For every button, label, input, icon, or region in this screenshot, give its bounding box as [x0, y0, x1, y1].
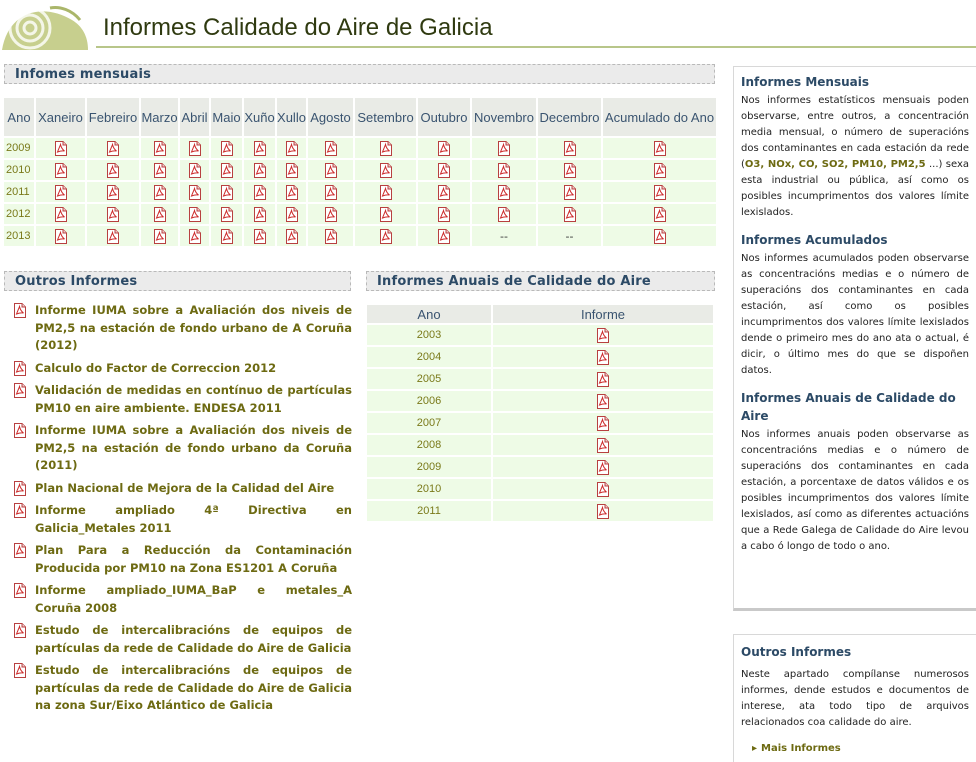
pdf-icon[interactable]	[189, 163, 201, 178]
annual-col-year: Ano	[367, 305, 491, 323]
pdf-icon[interactable]	[498, 141, 510, 156]
pdf-icon[interactable]	[154, 185, 166, 200]
pdf-icon[interactable]	[597, 394, 609, 409]
report-cell	[36, 160, 85, 180]
monthly-col-header: Xuño	[244, 98, 275, 136]
table-row	[367, 347, 713, 367]
pdf-icon[interactable]	[107, 141, 119, 156]
report-link[interactable]: Informe IUMA sobre a Avaliación dos niveis de PM2,5 na estación de fondo urbano da Coruña (2011)	[35, 423, 352, 472]
report-cell	[493, 435, 713, 455]
row-year: 2011	[367, 501, 491, 521]
pdf-icon[interactable]	[597, 350, 609, 365]
table-row	[367, 413, 713, 433]
report-cell	[493, 479, 713, 499]
monthly-section-title: Infomes mensuais	[15, 67, 152, 82]
outros-section-header	[4, 271, 351, 291]
pdf-icon[interactable]	[14, 663, 26, 678]
pdf-icon[interactable]	[597, 438, 609, 453]
pdf-icon[interactable]	[154, 207, 166, 222]
monthly-col-header: Febreiro	[87, 98, 139, 136]
pdf-icon[interactable]	[597, 504, 609, 519]
pdf-icon[interactable]	[380, 185, 392, 200]
table-row	[367, 391, 713, 411]
pdf-icon[interactable]	[189, 185, 201, 200]
pdf-icon[interactable]	[189, 207, 201, 222]
report-cell	[603, 138, 716, 158]
pdf-icon[interactable]	[597, 372, 609, 387]
row-year: 2011	[4, 182, 34, 202]
pdf-icon[interactable]	[654, 229, 666, 244]
report-cell	[603, 226, 716, 246]
sidebar-acumulados-text: Nos informes acumulados poden observarse as concentracións medias e o número de superacións dos contaminantes en cada estación, así como os posibles incumprimentos dos valores límite lexislados dende o primeiro mes do ano ata o actual, é dicir, o último mes do que se dispoñen datos.	[741, 253, 969, 376]
pdf-icon[interactable]	[221, 207, 233, 222]
arrow-right-icon: ▸	[752, 743, 758, 754]
pdf-icon[interactable]	[154, 141, 166, 156]
pdf-icon[interactable]	[325, 163, 337, 178]
report-cell	[180, 160, 209, 180]
annual-reports-table	[365, 303, 715, 523]
table-row	[367, 325, 713, 345]
pdf-icon[interactable]	[14, 303, 26, 318]
sidebar-mensuais-text: Nos informes estatísticos mensuais poden observarse, entre outros, a concentración media mensual, o número de superacións dos contaminantes en cada estación da rede (O3, NOx, CO, SO2, PM10, PM2,5 ...) sexa esta industrial ou pública, así como os posibles incumprimentos dos valores límite lexislados.	[741, 95, 970, 218]
report-cell	[180, 226, 209, 246]
pdf-icon[interactable]	[221, 141, 233, 156]
monthly-reports-table	[2, 96, 718, 248]
report-cell	[211, 160, 242, 180]
row-year: 2012	[4, 204, 34, 224]
report-cell	[418, 226, 470, 246]
monthly-section-header	[4, 64, 715, 84]
pdf-icon[interactable]	[254, 163, 266, 178]
report-cell	[277, 160, 306, 180]
list-item[interactable]	[10, 542, 352, 577]
pollutants-list: O3, NOx, CO, SO2, PM10, PM2,5	[744, 159, 926, 170]
report-cell	[244, 182, 275, 202]
report-link[interactable]: Informe ampliado_IUMA_BaP e metales_A Coruña 2008	[35, 583, 352, 615]
pdf-icon[interactable]	[380, 229, 392, 244]
pdf-icon[interactable]	[221, 229, 233, 244]
monthly-col-header: Novembro	[472, 98, 536, 136]
table-row	[4, 204, 716, 224]
report-cell	[308, 160, 353, 180]
table-row	[367, 457, 713, 477]
report-cell	[141, 226, 178, 246]
report-cell	[308, 138, 353, 158]
pdf-icon[interactable]	[14, 383, 26, 398]
row-year: 2009	[367, 457, 491, 477]
pdf-icon[interactable]	[286, 163, 298, 178]
outros-sidebar-box	[733, 634, 976, 762]
list-item[interactable]	[10, 422, 352, 475]
monthly-col-header: Marzo	[141, 98, 178, 136]
row-year: 2010	[4, 160, 34, 180]
list-item[interactable]	[10, 480, 352, 498]
pdf-icon[interactable]	[14, 583, 26, 598]
pdf-icon[interactable]	[325, 207, 337, 222]
empty-cell: --	[538, 226, 601, 246]
pdf-icon[interactable]	[107, 207, 119, 222]
report-cell	[538, 182, 601, 202]
pdf-icon[interactable]	[498, 185, 510, 200]
report-cell	[603, 182, 716, 202]
pdf-icon[interactable]	[438, 163, 450, 178]
pdf-icon[interactable]	[325, 229, 337, 244]
pdf-icon[interactable]	[254, 185, 266, 200]
report-cell	[141, 160, 178, 180]
annual-section-title: Informes Anuais de Calidade do Aire	[377, 274, 651, 289]
pdf-icon[interactable]	[286, 141, 298, 156]
monthly-col-header: Agosto	[308, 98, 353, 136]
pdf-icon[interactable]	[107, 229, 119, 244]
pdf-icon[interactable]	[597, 416, 609, 431]
pdf-icon[interactable]	[189, 229, 201, 244]
report-link[interactable]: Validación de medidas en contínuo de partículas PM10 en aire ambiente. ENDESA 2011	[35, 383, 352, 415]
pdf-icon[interactable]	[14, 503, 26, 518]
report-link[interactable]: Calculo do Factor de Correccion 2012	[35, 360, 277, 375]
report-cell	[87, 138, 139, 158]
report-cell	[277, 138, 306, 158]
pdf-icon[interactable]	[498, 163, 510, 178]
list-item[interactable]	[10, 502, 352, 537]
pdf-icon[interactable]	[154, 229, 166, 244]
report-cell	[355, 226, 416, 246]
report-cell	[538, 138, 601, 158]
header-divider	[96, 46, 976, 48]
report-cell	[418, 182, 470, 202]
pdf-icon[interactable]	[438, 229, 450, 244]
report-cell	[180, 204, 209, 224]
report-cell	[36, 138, 85, 158]
report-cell	[308, 182, 353, 202]
report-cell	[355, 204, 416, 224]
pdf-icon[interactable]	[221, 185, 233, 200]
list-item[interactable]	[10, 382, 352, 417]
pdf-icon[interactable]	[154, 163, 166, 178]
report-cell	[36, 226, 85, 246]
report-cell	[472, 160, 536, 180]
pdf-icon[interactable]	[498, 207, 510, 222]
monthly-col-header: Outubro	[418, 98, 470, 136]
report-cell	[277, 182, 306, 202]
pdf-icon[interactable]	[654, 185, 666, 200]
list-item[interactable]	[10, 662, 352, 715]
pdf-icon[interactable]	[380, 141, 392, 156]
row-year: 2006	[367, 391, 491, 411]
pdf-icon[interactable]	[597, 482, 609, 497]
report-cell	[211, 226, 242, 246]
report-cell	[493, 457, 713, 477]
report-link[interactable]: Informe IUMA sobre a Avaliación dos niveis de PM2,5 na estación de fondo urbano de A Coruña (2012)	[35, 303, 352, 352]
report-cell	[141, 138, 178, 158]
pdf-icon[interactable]	[14, 543, 26, 558]
pdf-icon[interactable]	[254, 229, 266, 244]
pdf-icon[interactable]	[14, 361, 26, 376]
pdf-icon[interactable]	[286, 229, 298, 244]
report-cell	[603, 160, 716, 180]
pdf-icon[interactable]	[55, 141, 67, 156]
report-cell	[493, 501, 713, 521]
report-cell	[472, 182, 536, 202]
report-cell	[308, 204, 353, 224]
report-cell	[493, 325, 713, 345]
report-cell	[211, 204, 242, 224]
report-link[interactable]: Estudo de intercalibracións de equipos de partículas da rede de Calidade do Aire de Galicia	[35, 623, 352, 655]
pdf-icon[interactable]	[14, 623, 26, 638]
report-cell	[308, 226, 353, 246]
report-cell	[141, 182, 178, 202]
pdf-icon[interactable]	[221, 163, 233, 178]
empty-cell: --	[472, 226, 536, 246]
report-cell	[277, 204, 306, 224]
table-row	[4, 138, 716, 158]
sidebar-outros-title: Outros Informes	[741, 645, 852, 659]
table-row	[367, 479, 713, 499]
list-item[interactable]	[10, 302, 352, 355]
report-link[interactable]: Estudo de intercalibracións de equipos de partículas da rede de Calidade do Aire de Galicia na zona Sur/Eixo Atlántico de Galicia	[35, 663, 352, 712]
row-year: 2013	[4, 226, 34, 246]
pdf-icon[interactable]	[654, 163, 666, 178]
pdf-icon[interactable]	[55, 163, 67, 178]
report-cell	[244, 226, 275, 246]
sidebar-acumulados-title: Informes Acumulados	[741, 233, 888, 247]
pdf-icon[interactable]	[597, 328, 609, 343]
outros-section-title: Outros Informes	[15, 274, 138, 289]
pdf-icon[interactable]	[654, 207, 666, 222]
pdf-icon[interactable]	[325, 185, 337, 200]
row-year: 2010	[367, 479, 491, 499]
pdf-icon[interactable]	[14, 481, 26, 496]
table-row	[367, 369, 713, 389]
row-year: 2008	[367, 435, 491, 455]
report-cell	[418, 204, 470, 224]
report-cell	[493, 369, 713, 389]
pdf-icon[interactable]	[254, 141, 266, 156]
monthly-col-header: Xullo	[277, 98, 306, 136]
page-title: Informes Calidade do Aire de Galicia	[103, 14, 493, 41]
row-year: 2003	[367, 325, 491, 345]
monthly-col-header: Ano	[4, 98, 34, 136]
table-row	[4, 160, 716, 180]
monthly-col-header: Xaneiro	[36, 98, 85, 136]
report-cell	[418, 160, 470, 180]
report-cell	[277, 226, 306, 246]
report-link[interactable]: Informe ampliado 4ª Directiva en Galicia_Metales 2011	[35, 503, 352, 535]
pdf-icon[interactable]	[654, 141, 666, 156]
report-cell	[36, 182, 85, 202]
pdf-icon[interactable]	[438, 185, 450, 200]
sidebar-anuais-title: Informes Anuais de Calidade do Aire	[741, 391, 956, 423]
report-cell	[211, 138, 242, 158]
pdf-icon[interactable]	[438, 141, 450, 156]
report-cell	[87, 160, 139, 180]
sidebar-mensuais-title: Informes Mensuais	[741, 75, 870, 89]
monthly-col-header: Setembro	[355, 98, 416, 136]
pdf-icon[interactable]	[564, 163, 576, 178]
pdf-icon[interactable]	[380, 207, 392, 222]
report-cell	[493, 391, 713, 411]
monthly-col-header: Abril	[180, 98, 209, 136]
pdf-icon[interactable]	[14, 423, 26, 438]
monthly-col-header: Decembro	[538, 98, 601, 136]
sidebar-anuais-text: Nos informes anuais poden observarse as concentracións medias e o número de superacións dos contaminantes en cada estación, a porcentaxe de datos válidos e os posibles incumprimentos dos valores límite lexislados, así como as diferentes actuacións que a Rede Galega de Calidade do Aire levou a cabo ó longo de todo o ano.	[741, 429, 969, 552]
report-cell	[538, 160, 601, 180]
table-row	[4, 226, 716, 246]
list-item[interactable]	[10, 360, 352, 378]
report-link[interactable]: Plan Para a Reducción da Contaminación Producida por PM10 na Zona ES1201 A Coruña	[35, 543, 352, 575]
report-cell	[87, 182, 139, 202]
pdf-icon[interactable]	[107, 163, 119, 178]
pdf-icon[interactable]	[380, 163, 392, 178]
report-cell	[244, 138, 275, 158]
report-cell	[493, 413, 713, 433]
report-cell	[418, 138, 470, 158]
outros-reports-list	[10, 302, 352, 720]
pdf-icon[interactable]	[55, 207, 67, 222]
pdf-icon[interactable]	[564, 185, 576, 200]
page-header	[0, 0, 976, 50]
pdf-icon[interactable]	[325, 141, 337, 156]
monthly-col-header: Maio	[211, 98, 242, 136]
table-row	[367, 435, 713, 455]
report-cell	[472, 138, 536, 158]
report-cell	[493, 347, 713, 367]
pdf-icon[interactable]	[564, 141, 576, 156]
report-cell	[244, 160, 275, 180]
report-link[interactable]: Plan Nacional de Mejora de la Calidad del Aire	[35, 480, 335, 495]
mais-informes-link[interactable]: ▸ Mais Informes	[752, 743, 841, 754]
row-year: 2004	[367, 347, 491, 367]
row-year: 2005	[367, 369, 491, 389]
pdf-icon[interactable]	[55, 185, 67, 200]
pdf-icon[interactable]	[286, 207, 298, 222]
pdf-icon[interactable]	[564, 207, 576, 222]
annual-col-report: Informe	[493, 305, 713, 323]
report-cell	[603, 204, 716, 224]
pdf-icon[interactable]	[189, 141, 201, 156]
list-item[interactable]	[10, 622, 352, 657]
sidebar-outros-text: Neste apartado compílanse numerosos informes, dende estudos e documentos de interese, ata todo tipo de arquivos relacionados coa calidade do aire.	[741, 669, 969, 728]
pdf-icon[interactable]	[597, 460, 609, 475]
info-sidebar	[733, 66, 976, 611]
report-cell	[141, 204, 178, 224]
report-cell	[180, 182, 209, 202]
table-row	[4, 182, 716, 202]
report-cell	[355, 182, 416, 202]
report-cell	[180, 138, 209, 158]
report-cell	[355, 138, 416, 158]
row-year: 2009	[4, 138, 34, 158]
pdf-icon[interactable]	[286, 185, 298, 200]
row-year: 2007	[367, 413, 491, 433]
table-row	[367, 501, 713, 521]
pdf-icon[interactable]	[254, 207, 266, 222]
report-cell	[211, 182, 242, 202]
pdf-icon[interactable]	[438, 207, 450, 222]
report-cell	[472, 204, 536, 224]
report-cell	[36, 204, 85, 224]
pdf-icon[interactable]	[55, 229, 67, 244]
report-cell	[355, 160, 416, 180]
list-item[interactable]	[10, 582, 352, 617]
report-cell	[87, 226, 139, 246]
report-cell	[538, 204, 601, 224]
annual-section-header	[366, 271, 715, 291]
logo-icon	[2, 2, 88, 50]
monthly-col-header: Acumulado do Ano	[603, 98, 716, 136]
report-cell	[244, 204, 275, 224]
pdf-icon[interactable]	[107, 185, 119, 200]
report-cell	[87, 204, 139, 224]
